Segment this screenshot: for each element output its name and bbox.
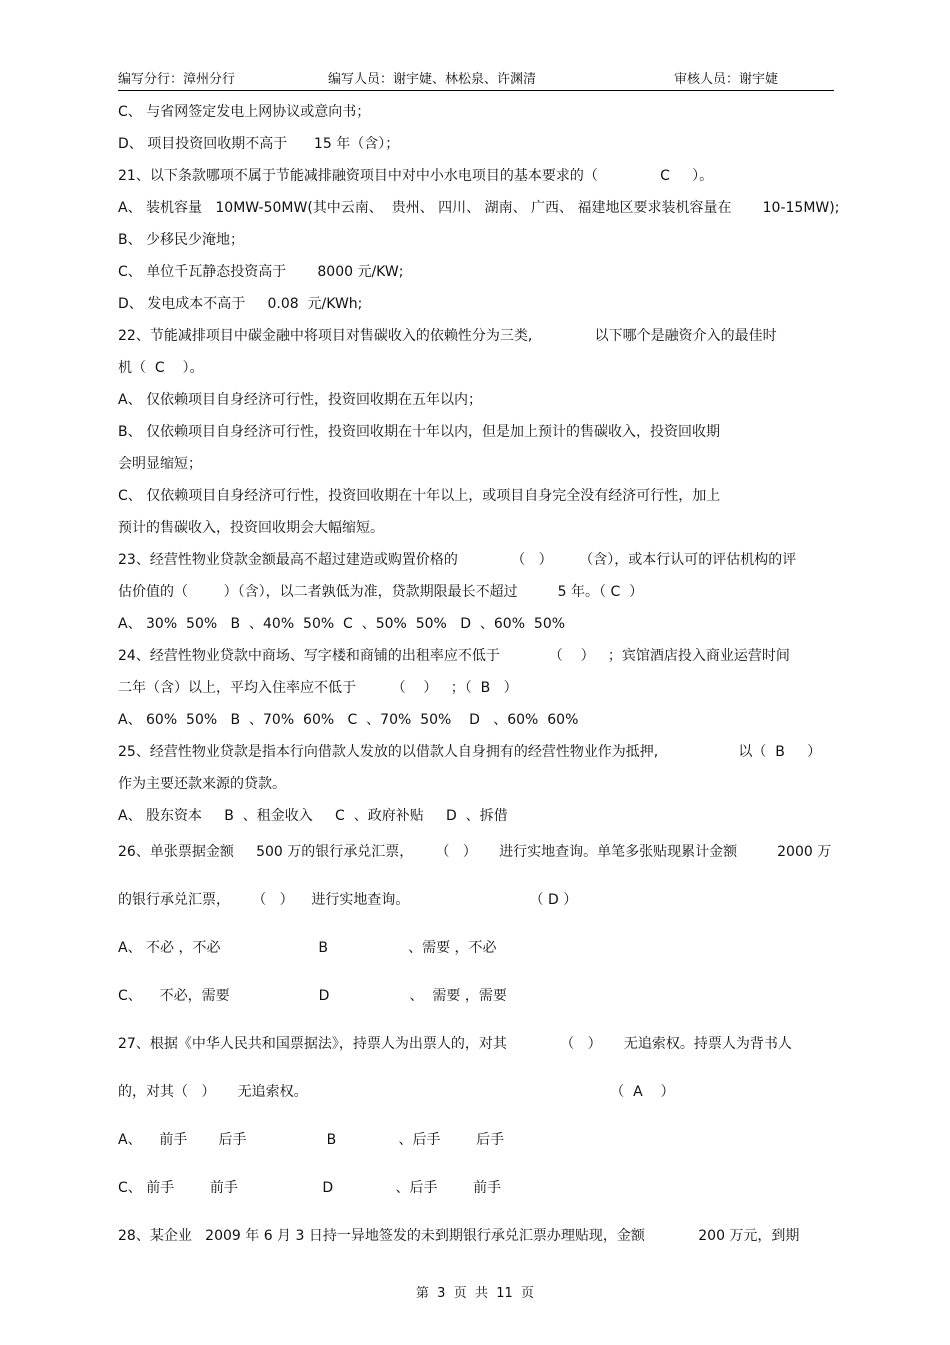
header-branch: 编写分行：漳州分行 — [118, 72, 236, 87]
question-25: 25、经营性物业贷款是指本行向借款人发放的以借款人自身拥有的经营性物业作为抵押, 以（ B ） — [118, 744, 822, 760]
text-line: A、 装机容量 10MW-50MW(其中云南、 贵州、 四川、 湖南、 广西、 福建地区要求装机容量在 10-15MW); — [118, 200, 840, 216]
text-line: A、 前手 后手 B 、后手 后手 — [118, 1132, 505, 1148]
text-line: B、 仅依赖项目自身经济可行性，投资回收期在十年以内，但是加上预计的售碳收入，投资回收期 — [118, 424, 721, 440]
header-reviewer: 审核人员：谢宇婕 — [674, 72, 779, 87]
text-line: 的银行承兑汇票， （ ） 进行实地查询。 （ D ） — [118, 892, 578, 908]
question-23: 23、经营性物业贷款金额最高不超过建造或购置价格的 （ ） （含），或本行认可的评估机构的评 — [118, 552, 797, 568]
page-header — [118, 64, 834, 91]
text-line: C、 仅依赖项目自身经济可行性，投资回收期在十年以上，或项目自身完全没有经济可行性，加上 — [118, 488, 721, 504]
text-line: C、 不必，需要 D 、 需要 ，需要 — [118, 988, 507, 1004]
text-line: 会明显缩短； — [118, 456, 202, 472]
text-line: 预计的售碳收入，投资回收期会大幅缩短。 — [118, 520, 384, 536]
text-line: C、 前手 前手 D 、后手 前手 — [118, 1180, 502, 1196]
text-line: 机（ C ）。 — [118, 360, 204, 376]
text-line: A、 不必 ，不必 B 、需要 ，不必 — [118, 940, 497, 956]
header-authors: 编写人员：谢宇婕、林松泉、许渊清 — [328, 72, 537, 87]
text-line: D、 项目投资回收期不高于 15 年（含）； — [118, 136, 400, 152]
text-line: B、 少移民少淹地； — [118, 232, 245, 248]
text-line: C、 单位千瓦静态投资高于 8000 元/KW; — [118, 264, 404, 280]
page-footer: 第 3 页 共 11 页 — [415, 1286, 535, 1301]
text-line: 作为主要还款来源的贷款。 — [118, 776, 286, 792]
text-line: D、 发电成本不高于 0.08 元/KWh; — [118, 296, 363, 312]
text-line: 二年（含）以上，平均入住率应不低于 （ ） ；（ B ） — [118, 680, 518, 696]
text-line: C、 与省网签定发电上网协议或意向书； — [118, 104, 371, 120]
question-22: 22、节能减排项目中碳金融中将项目对售碳收入的依赖性分为三类, 以下哪个是融资介入的最佳时 — [118, 328, 777, 344]
text-line: A、 30% 50% B 、40% 50% C 、50% 50% D 、60% 50% — [118, 616, 566, 632]
question-27: 27、根据《中华人民共和国票据法》，持票人为出票人的，对其 （ ） 无追索权。持票人为背书人 — [118, 1036, 792, 1052]
text-line: A、 60% 50% B 、70% 60% C 、70% 50% D 、60% 60% — [118, 712, 579, 728]
text-line: 的，对其（ ） 无追索权。 （ A ） — [118, 1084, 675, 1100]
text-line: A、 仅依赖项目自身经济可行性，投资回收期在五年以内； — [118, 392, 483, 408]
question-26: 26、单张票据金额 500 万的银行承兑汇票， （ ） 进行实地查询。单笔多张贴现累计金额 2000 万 — [118, 844, 832, 860]
question-24: 24、经营性物业贷款中商场、写字楼和商铺的出租率应不低于 （ ） ；宾馆酒店投入商业运营时间 — [118, 648, 790, 664]
question-21: 21、以下条款哪项不属于节能减排融资项目中对中小水电项目的基本要求的（ C ）。 — [118, 168, 714, 184]
text-line: A、 股东资本 B 、租金收入 C 、政府补贴 D 、拆借 — [118, 808, 508, 824]
text-line: 估价值的（ ）（含），以二者孰低为准，贷款期限最长不超过 5 年。（ C ） — [118, 584, 644, 600]
question-28: 28、某企业 2009 年 6 月 3 日持一异地签发的未到期银行承兑汇票办理贴现，金额 200 万元，到期 — [118, 1228, 800, 1244]
